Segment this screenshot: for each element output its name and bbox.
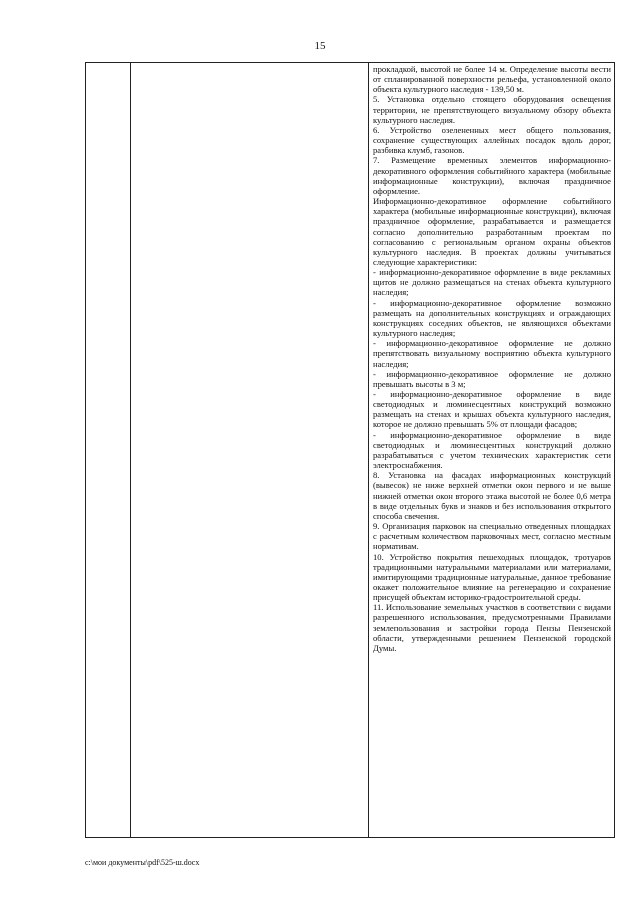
paragraph: - информационно-декоративное оформление в виде светодиодных и люминесцентных конструкций возможно размещать на стенах и крышах объекта культурного наследия, которое не должно превышать 5% от площади фасадов; xyxy=(373,389,611,430)
paragraph: 8. Установка на фасадах информационных конструкций (вывесок) не ниже верхней отметки окон первого и не выше нижней отметки окон второго этажа высотой не более 0,6 метра в виде отдельных букв и знаков и без использования открытого способа свечения. xyxy=(373,470,611,521)
paragraph: 6. Устройство озелененных мест общего пользования, сохранение существующих аллейных посадок вдоль дорог, разбивка клумб, газонов. xyxy=(373,124,611,156)
paragraph: - информационно-декоративное оформление не должно превышать высоты в 3 м; xyxy=(373,368,611,389)
footer-file-path: c:\мои документы\pdf\525-ш.docx xyxy=(85,858,200,867)
paragraph: прокладкой, высотой не более 14 м. Определение высоты вести от спланированной поверхности рельефа, установленной около объекта культурного наследия - 139,50 м. xyxy=(373,64,611,95)
paragraph: - информационно-декоративное оформление не должно препятствовать визуальному восприятию объекта культурного наследия; xyxy=(373,338,611,369)
table-cell-name xyxy=(131,63,369,838)
paragraph: - информационно-декоративное оформление возможно размещать на дополнительных конструкциях и ограждающих конструкциях соседних объектов, не являющихся объектами культурного наследия; xyxy=(373,297,611,339)
table-cell-number xyxy=(86,63,131,838)
paragraph: 9. Организация парковок на специально отведенных площадках с расчетным количеством парковочных мест, согласно местным нормативам. xyxy=(373,521,611,552)
paragraph: 7. Размещение временных элементов информационно-декоративного оформления событийного характера (мобильные информационные конструкции), включая праздничное оформление. xyxy=(373,155,611,196)
paragraph: 5. Установка отдельно стоящего оборудования освещения территории, не препятствующего визуальному обзору объекта культурного наследия. xyxy=(373,94,611,125)
paragraph: Информационно-декоративное оформление событийного характера (мобильные информационные конструкции), включая праздничное оформление, разрабатывается и размещается согласно дополнительно разработанным проектам по согласованию с региональным органом охраны объектов культурного наследия. В проектах должны учитываться следующие характеристики: xyxy=(373,196,611,267)
table-row xyxy=(86,63,615,838)
paragraph: - информационно-декоративное оформление в виде светодиодных и люминесцентных конструкций должно разрабатываться с учетом технических характеристик сети электроснабжения. xyxy=(373,429,611,471)
paragraph: 10. Устройство покрытия пешеходных площадок, тротуаров традиционными натуральными материалами или материалами, имитирующими традиционные натуральные, данное требование окажет положительное влияние на регенерацию и сохранение присущей объектам историко-градостроительной среды. xyxy=(373,551,611,603)
page-number: 15 xyxy=(314,40,326,52)
paragraph: - информационно-декоративное оформление в виде рекламных щитов не должно размещаться на стенах объекта культурного наследия; xyxy=(373,267,611,298)
table-cell-requirements xyxy=(369,63,615,838)
paragraph: 11. Использование земельных участков в соответствии с видами разрешенного использования, предусмотренными Правилами землепользования и застройки города Пензы Пензенской области, утвержденными решением Пензенской городской Думы. xyxy=(373,602,611,653)
document-table xyxy=(85,62,615,838)
requirements-text xyxy=(369,63,614,653)
